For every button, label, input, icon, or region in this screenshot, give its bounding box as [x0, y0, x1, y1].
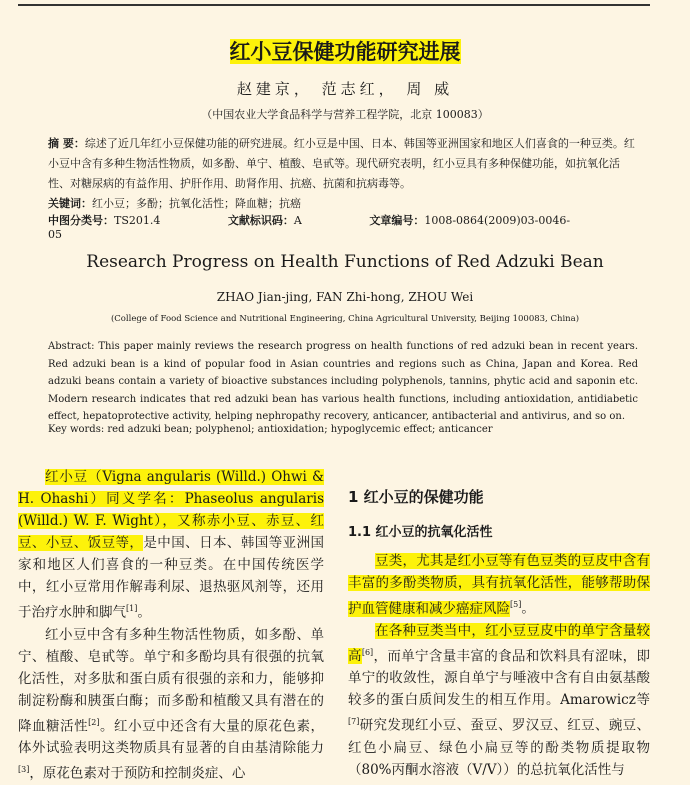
body-text: 。: [521, 600, 535, 617]
english-affiliation: (College of Food Science and Nutritional Engineering, China Agricultural University, Beijing 100083, China): [110, 314, 580, 324]
doc-value: A: [293, 214, 302, 227]
abstract-label: 摘 要：: [48, 137, 85, 150]
authors: 赵建京， 范志红， 周 威: [236, 80, 454, 98]
body-text: 。红小豆中还含有大量的原花色素，体外试验表明这类物质具有显著的自由基清除能力: [18, 718, 324, 756]
highlighted-text: 豆类，尤其是红小豆等有色豆类的豆皮中含有丰富的多酚类物质，具有抗氧化活性，能够帮助保护血管健康和减少癌症风险: [348, 553, 650, 617]
highlighted-text: 红小豆（Vigna angularis (Willd.) Ohwi & H. Ohashi）同义学名：Phaseolus angularis (Willd.) W. F. Wight），又称赤小豆、赤豆、红豆、小豆、饭豆等，: [18, 469, 324, 551]
english-title: Research Progress on Health Functions of Red Adzuki Bean: [86, 252, 604, 272]
right-paragraph-1: [348, 550, 650, 620]
citation: [6]: [361, 647, 374, 657]
citation: [1]: [126, 604, 138, 613]
english-authors: ZHAO Jian-jing, FAN Zhi-hong, ZHOU Wei: [216, 290, 474, 304]
keywords-text: 红小豆；多酚；抗氧化活性；降血糖；抗癌: [92, 197, 301, 210]
article-label: 文章编号：: [369, 214, 425, 227]
class-label: 中图分类号：: [48, 214, 114, 227]
class-value: TS201.4: [114, 214, 161, 227]
abstract-text: 综述了近几年红小豆保健功能的研究进展。红小豆是中国、日本、韩国等亚洲国家和地区人们喜食的一种豆类。红小豆中含有多种生物活性物质，如多酚、单宁、植酸、皂甙等。现代研究表明，红小豆具有多种保健功能，如抗氧化活性、对糖尿病的有益作用、护肝作用、助肾作用、抗癌、抗菌和抗病毒等。: [48, 137, 635, 190]
classification-line: [48, 212, 648, 241]
highlighted-text: 在各种豆类当中，红小豆豆皮中的单宁含量较高: [348, 622, 650, 664]
citation: [7]: [348, 717, 360, 726]
left-column: [18, 466, 324, 785]
body-text: ，而单宁含量丰富的食品和饮料具有涩味，即单宁的收敛性，源自单宁与唾液中含有自由氨基酸较多的蛋白质间发生的相互作用。Amarowicz等: [348, 648, 651, 708]
left-paragraph-2: [18, 624, 324, 785]
paper-title: 红小豆保健功能研究进展: [229, 39, 461, 64]
right-column: [348, 486, 650, 781]
citation: [2]: [88, 717, 100, 727]
citation: [5]: [510, 600, 522, 609]
left-paragraph-1: [18, 466, 324, 624]
affiliation: （中国农业大学食品科学与营养工程学院，北京 100083）: [201, 108, 489, 121]
abstract-cn: [48, 134, 638, 214]
body-text: 红小豆中含有多种生物活性物质，如多酚、单宁、植酸、皂甙等。单宁和多酚均具有很强的抗氧化活性，对多肽和蛋白质有很强的亲和力，能够抑制淀粉酶和胰蛋白酶；而多酚和植酸又具有潜在的降血糖活性: [18, 626, 324, 734]
top-rule: [18, 4, 650, 6]
english-abstract: Abstract: This paper mainly reviews the research progress on health functions of red adzuki bean in recent years. Red adzuki bean is a kind of popular food in Asian countries and regions such as China, Japan and Korea. Red adzuki beans contain a variety of bioactive substances including polyphenols, tannins, phytic acid and saponin etc. Modern research indicates that red adzuki bean has various health functions, including antioxidation, antidiabetic effect, hepatoprotective activity, helping nephropathy recovery, anticancer, antibacterial and antivirus, and so on.: [48, 341, 638, 422]
right-paragraph-2: [348, 620, 650, 781]
section-heading: 1 红小豆的保健功能: [348, 488, 484, 506]
subsection-heading: 1.1 红小豆的抗氧化活性: [348, 525, 493, 540]
english-keywords: Key words: red adzuki bean; polyphenol; antioxidation; hypoglycemic effect; anticancer: [48, 424, 493, 435]
keywords-label: 关键词：: [48, 197, 92, 210]
doc-label: 文献标识码：: [227, 214, 294, 227]
article-value: 1008-0864(2009)03-0046-05: [48, 214, 571, 241]
body-text: 是中国、日本、韩国等亚洲国家和地区人们喜食的一种豆类。在中国传统医学中，红小豆常用作解毒利尿、退热驱风剂等，还用于治疗水肿和脚气: [18, 535, 325, 621]
body-text: 。: [137, 604, 151, 621]
body-text: ，原花色素对于预防和控制炎症、心: [29, 765, 246, 782]
body-text: 研究发现红小豆、蚕豆、罗汉豆、红豆、豌豆、红色小扁豆、绿色小扁豆等的酚类物质提取物（80%丙酮水溶液（V/V））的总抗氧化活性与: [348, 717, 650, 778]
citation: [3]: [18, 765, 30, 774]
